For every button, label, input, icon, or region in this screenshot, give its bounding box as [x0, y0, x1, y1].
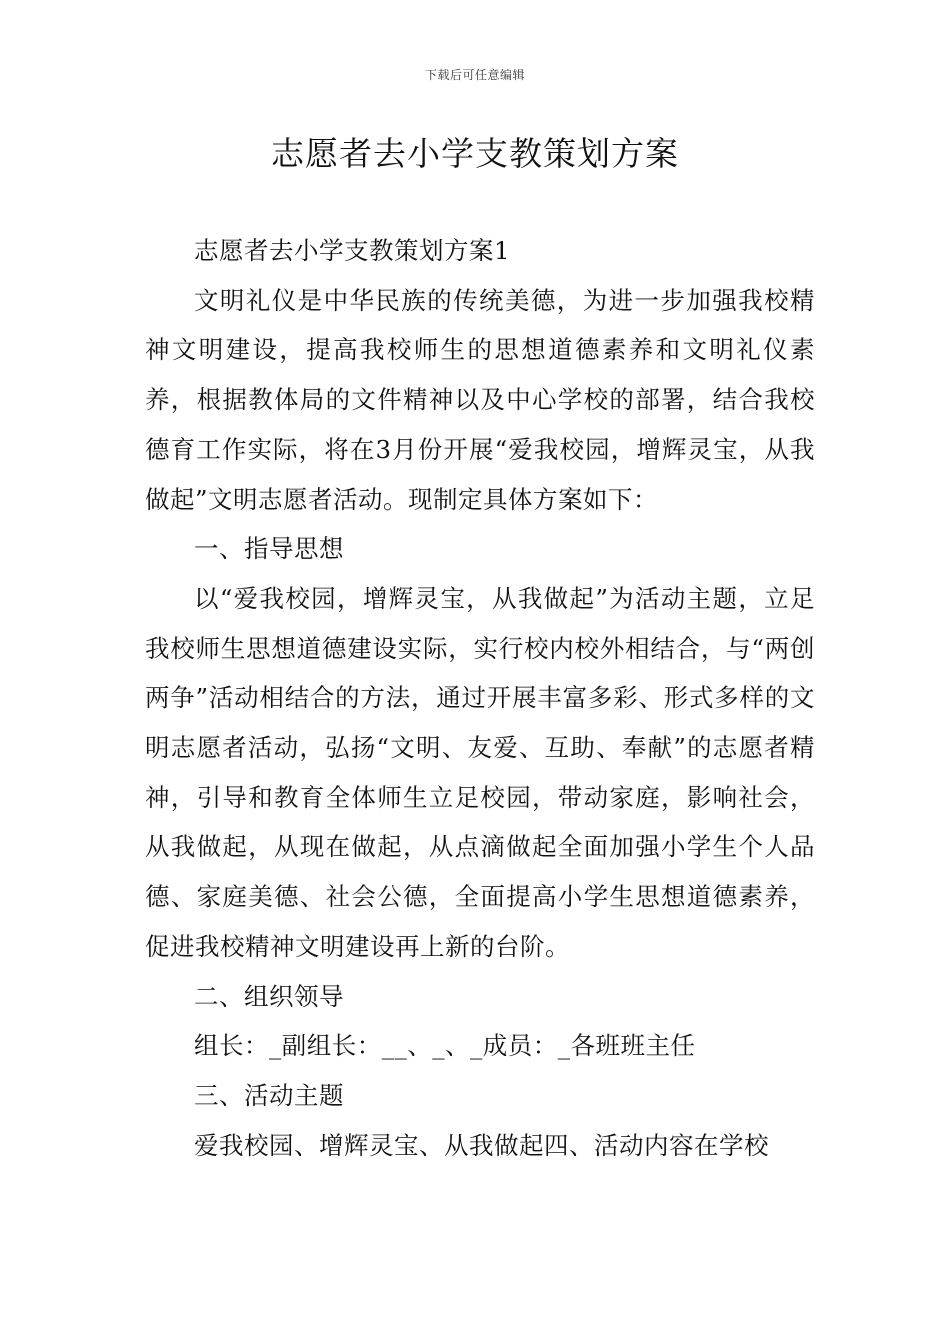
- document-title: 志愿者去小学支教策划方案: [271, 134, 679, 173]
- paragraph-organization: 组长：_副组长：__、_、_成员：_各班班主任: [194, 1031, 696, 1061]
- paragraph-guiding-ideology: 以“爱我校园，增辉灵宝，从我做起”为活动主题，立足我校师生思想道德建设实际，实行校内校外相结合，与“两创两争”活动相结合的方法，通过开展丰富多彩、形式多样的文明志愿者活动，弘扬“文明、友爱、互助、奉献”的志愿者精神，引导和教育全体师生立足校园，带动家庭，影响社会，从我做起，从现在做起，从点滴做起全面加强小学生个人品德、家庭美德、社会公德，全面提高小学生思想道德素养，促进我校精神文明建设再上新的台阶。: [145, 583, 815, 961]
- section-heading-activity-theme: 三、活动主题: [194, 1080, 344, 1110]
- header-note: 下载后可任意编辑: [424, 68, 525, 82]
- document-body: [145, 226, 815, 1170]
- paragraph-intro: 文明礼仪是中华民族的传统美德，为进一步加强我校精神文明建设，提高我校师生的思想道德素养和文明礼仪素养，根据教体局的文件精神以及中心学校的部署，结合我校德育工作实际，将在3月份开展“爱我校园，增辉灵宝，从我做起”文明志愿者活动。现制定具体方案如下：: [145, 285, 815, 514]
- section-heading-guiding-ideology: 一、指导思想: [194, 534, 344, 564]
- paragraph-subtitle: 志愿者去小学支教策划方案1: [194, 236, 511, 265]
- paragraph-activity-theme: 爱我校园、增辉灵宝、从我做起四、活动内容在学校: [194, 1130, 769, 1160]
- section-heading-organization: 二、组织领导: [194, 981, 344, 1011]
